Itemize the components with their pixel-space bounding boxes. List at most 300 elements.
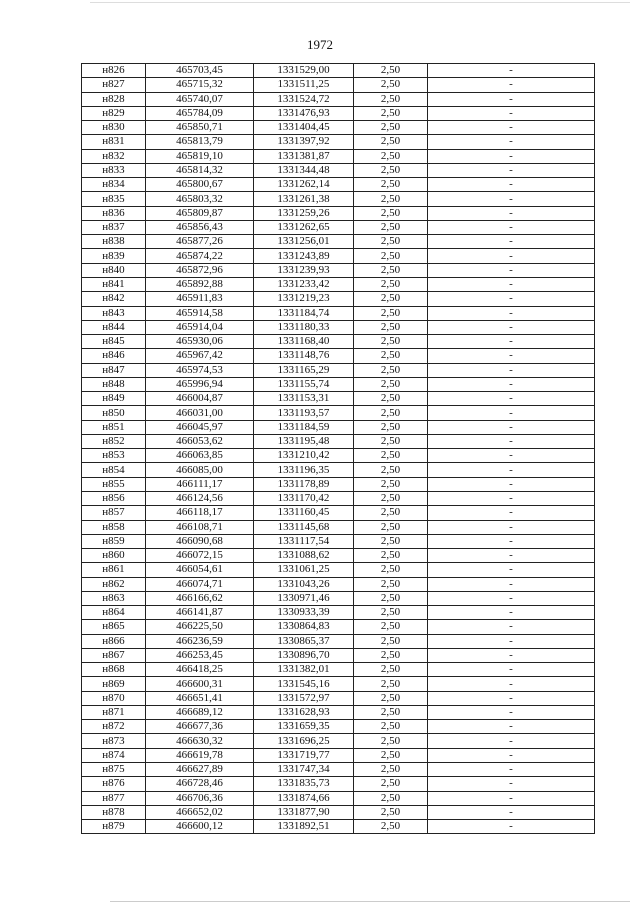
x-coordinate-cell: 466090,68 bbox=[146, 534, 254, 548]
note-cell: - bbox=[428, 677, 595, 691]
table-row bbox=[82, 663, 595, 677]
y-coordinate-cell: 1331659,35 bbox=[254, 720, 354, 734]
x-coordinate-cell: 466063,85 bbox=[146, 449, 254, 463]
y-coordinate-cell: 1331148,76 bbox=[254, 349, 354, 363]
x-coordinate-cell: 465996,94 bbox=[146, 377, 254, 391]
table-row bbox=[82, 149, 595, 163]
point-id-cell: н875 bbox=[82, 763, 146, 777]
coordinates-table bbox=[81, 63, 595, 834]
point-id-cell: н879 bbox=[82, 820, 146, 834]
table-row bbox=[82, 206, 595, 220]
note-cell: - bbox=[428, 106, 595, 120]
note-cell: - bbox=[428, 477, 595, 491]
accuracy-cell: 2,50 bbox=[354, 163, 428, 177]
point-id-cell: н826 bbox=[82, 64, 146, 78]
table-row bbox=[82, 306, 595, 320]
accuracy-cell: 2,50 bbox=[354, 206, 428, 220]
table-row bbox=[82, 335, 595, 349]
accuracy-cell: 2,50 bbox=[354, 734, 428, 748]
y-coordinate-cell: 1331117,54 bbox=[254, 534, 354, 548]
note-cell: - bbox=[428, 320, 595, 334]
accuracy-cell: 2,50 bbox=[354, 263, 428, 277]
note-cell: - bbox=[428, 135, 595, 149]
table-row bbox=[82, 449, 595, 463]
note-cell: - bbox=[428, 78, 595, 92]
y-coordinate-cell: 1331196,35 bbox=[254, 463, 354, 477]
y-coordinate-cell: 1331168,40 bbox=[254, 335, 354, 349]
table-row bbox=[82, 748, 595, 762]
point-id-cell: н854 bbox=[82, 463, 146, 477]
accuracy-cell: 2,50 bbox=[354, 463, 428, 477]
note-cell: - bbox=[428, 235, 595, 249]
table-row bbox=[82, 791, 595, 805]
table-row bbox=[82, 420, 595, 434]
y-coordinate-cell: 1331153,31 bbox=[254, 392, 354, 406]
x-coordinate-cell: 466652,02 bbox=[146, 805, 254, 819]
x-coordinate-cell: 465703,45 bbox=[146, 64, 254, 78]
point-id-cell: н849 bbox=[82, 392, 146, 406]
note-cell: - bbox=[428, 463, 595, 477]
x-coordinate-cell: 465872,96 bbox=[146, 263, 254, 277]
y-coordinate-cell: 1331892,51 bbox=[254, 820, 354, 834]
point-id-cell: н827 bbox=[82, 78, 146, 92]
note-cell: - bbox=[428, 392, 595, 406]
point-id-cell: н858 bbox=[82, 520, 146, 534]
y-coordinate-cell: 1331404,45 bbox=[254, 121, 354, 135]
accuracy-cell: 2,50 bbox=[354, 434, 428, 448]
note-cell: - bbox=[428, 377, 595, 391]
accuracy-cell: 2,50 bbox=[354, 306, 428, 320]
table-row bbox=[82, 292, 595, 306]
x-coordinate-cell: 466004,87 bbox=[146, 392, 254, 406]
table-row bbox=[82, 691, 595, 705]
x-coordinate-cell: 466728,46 bbox=[146, 777, 254, 791]
y-coordinate-cell: 1331545,16 bbox=[254, 677, 354, 691]
x-coordinate-cell: 465877,26 bbox=[146, 235, 254, 249]
y-coordinate-cell: 1331877,90 bbox=[254, 805, 354, 819]
scan-edge-top bbox=[90, 2, 630, 3]
point-id-cell: н873 bbox=[82, 734, 146, 748]
table-row bbox=[82, 249, 595, 263]
point-id-cell: н841 bbox=[82, 277, 146, 291]
note-cell: - bbox=[428, 178, 595, 192]
x-coordinate-cell: 466706,36 bbox=[146, 791, 254, 805]
point-id-cell: н844 bbox=[82, 320, 146, 334]
y-coordinate-cell: 1331178,89 bbox=[254, 477, 354, 491]
accuracy-cell: 2,50 bbox=[354, 78, 428, 92]
point-id-cell: н834 bbox=[82, 178, 146, 192]
y-coordinate-cell: 1331262,65 bbox=[254, 220, 354, 234]
table-row bbox=[82, 178, 595, 192]
x-coordinate-cell: 465740,07 bbox=[146, 92, 254, 106]
point-id-cell: н857 bbox=[82, 506, 146, 520]
x-coordinate-cell: 466651,41 bbox=[146, 691, 254, 705]
x-coordinate-cell: 466253,45 bbox=[146, 648, 254, 662]
note-cell: - bbox=[428, 121, 595, 135]
x-coordinate-cell: 466225,50 bbox=[146, 620, 254, 634]
x-coordinate-cell: 466627,89 bbox=[146, 763, 254, 777]
accuracy-cell: 2,50 bbox=[354, 520, 428, 534]
point-id-cell: н836 bbox=[82, 206, 146, 220]
note-cell: - bbox=[428, 734, 595, 748]
point-id-cell: н863 bbox=[82, 591, 146, 605]
x-coordinate-cell: 466118,17 bbox=[146, 506, 254, 520]
y-coordinate-cell: 1331381,87 bbox=[254, 149, 354, 163]
point-id-cell: н874 bbox=[82, 748, 146, 762]
y-coordinate-cell: 1331193,57 bbox=[254, 406, 354, 420]
table-row bbox=[82, 634, 595, 648]
accuracy-cell: 2,50 bbox=[354, 420, 428, 434]
point-id-cell: н855 bbox=[82, 477, 146, 491]
table-row bbox=[82, 763, 595, 777]
point-id-cell: н828 bbox=[82, 92, 146, 106]
point-id-cell: н830 bbox=[82, 121, 146, 135]
accuracy-cell: 2,50 bbox=[354, 477, 428, 491]
accuracy-cell: 2,50 bbox=[354, 748, 428, 762]
x-coordinate-cell: 465856,43 bbox=[146, 220, 254, 234]
accuracy-cell: 2,50 bbox=[354, 192, 428, 206]
table-row bbox=[82, 106, 595, 120]
point-id-cell: н843 bbox=[82, 306, 146, 320]
table-row bbox=[82, 377, 595, 391]
x-coordinate-cell: 465874,22 bbox=[146, 249, 254, 263]
accuracy-cell: 2,50 bbox=[354, 620, 428, 634]
point-id-cell: н851 bbox=[82, 420, 146, 434]
accuracy-cell: 2,50 bbox=[354, 648, 428, 662]
y-coordinate-cell: 1331155,74 bbox=[254, 377, 354, 391]
y-coordinate-cell: 1331233,42 bbox=[254, 277, 354, 291]
accuracy-cell: 2,50 bbox=[354, 292, 428, 306]
accuracy-cell: 2,50 bbox=[354, 506, 428, 520]
table-row bbox=[82, 406, 595, 420]
note-cell: - bbox=[428, 163, 595, 177]
x-coordinate-cell: 465930,06 bbox=[146, 335, 254, 349]
point-id-cell: н856 bbox=[82, 491, 146, 505]
point-id-cell: н839 bbox=[82, 249, 146, 263]
x-coordinate-cell: 465814,32 bbox=[146, 163, 254, 177]
accuracy-cell: 2,50 bbox=[354, 805, 428, 819]
accuracy-cell: 2,50 bbox=[354, 634, 428, 648]
note-cell: - bbox=[428, 534, 595, 548]
point-id-cell: н860 bbox=[82, 549, 146, 563]
table-row bbox=[82, 434, 595, 448]
point-id-cell: н848 bbox=[82, 377, 146, 391]
accuracy-cell: 2,50 bbox=[354, 121, 428, 135]
note-cell: - bbox=[428, 349, 595, 363]
accuracy-cell: 2,50 bbox=[354, 491, 428, 505]
table-row bbox=[82, 563, 595, 577]
note-cell: - bbox=[428, 663, 595, 677]
y-coordinate-cell: 1331476,93 bbox=[254, 106, 354, 120]
note-cell: - bbox=[428, 549, 595, 563]
note-cell: - bbox=[428, 406, 595, 420]
accuracy-cell: 2,50 bbox=[354, 820, 428, 834]
accuracy-cell: 2,50 bbox=[354, 106, 428, 120]
x-coordinate-cell: 466054,61 bbox=[146, 563, 254, 577]
point-id-cell: н877 bbox=[82, 791, 146, 805]
note-cell: - bbox=[428, 763, 595, 777]
note-cell: - bbox=[428, 620, 595, 634]
accuracy-cell: 2,50 bbox=[354, 64, 428, 78]
table-row bbox=[82, 705, 595, 719]
x-coordinate-cell: 466053,62 bbox=[146, 434, 254, 448]
accuracy-cell: 2,50 bbox=[354, 235, 428, 249]
point-id-cell: н861 bbox=[82, 563, 146, 577]
y-coordinate-cell: 1331195,48 bbox=[254, 434, 354, 448]
note-cell: - bbox=[428, 748, 595, 762]
point-id-cell: н835 bbox=[82, 192, 146, 206]
y-coordinate-cell: 1331696,25 bbox=[254, 734, 354, 748]
accuracy-cell: 2,50 bbox=[354, 377, 428, 391]
accuracy-cell: 2,50 bbox=[354, 763, 428, 777]
note-cell: - bbox=[428, 363, 595, 377]
x-coordinate-cell: 466600,31 bbox=[146, 677, 254, 691]
x-coordinate-cell: 465800,67 bbox=[146, 178, 254, 192]
x-coordinate-cell: 466677,36 bbox=[146, 720, 254, 734]
table-row bbox=[82, 591, 595, 605]
table-row bbox=[82, 648, 595, 662]
y-coordinate-cell: 1331219,23 bbox=[254, 292, 354, 306]
x-coordinate-cell: 466630,32 bbox=[146, 734, 254, 748]
y-coordinate-cell: 1331061,25 bbox=[254, 563, 354, 577]
y-coordinate-cell: 1331572,97 bbox=[254, 691, 354, 705]
page-number: 1972 bbox=[307, 37, 333, 52]
accuracy-cell: 2,50 bbox=[354, 392, 428, 406]
point-id-cell: н869 bbox=[82, 677, 146, 691]
x-coordinate-cell: 465715,32 bbox=[146, 78, 254, 92]
table-row bbox=[82, 277, 595, 291]
coordinates-table-body bbox=[82, 64, 595, 834]
y-coordinate-cell: 1331184,74 bbox=[254, 306, 354, 320]
accuracy-cell: 2,50 bbox=[354, 534, 428, 548]
note-cell: - bbox=[428, 420, 595, 434]
note-cell: - bbox=[428, 192, 595, 206]
accuracy-cell: 2,50 bbox=[354, 720, 428, 734]
y-coordinate-cell: 1331261,38 bbox=[254, 192, 354, 206]
note-cell: - bbox=[428, 520, 595, 534]
accuracy-cell: 2,50 bbox=[354, 591, 428, 605]
point-id-cell: н833 bbox=[82, 163, 146, 177]
note-cell: - bbox=[428, 777, 595, 791]
point-id-cell: н878 bbox=[82, 805, 146, 819]
x-coordinate-cell: 466600,12 bbox=[146, 820, 254, 834]
table-row bbox=[82, 192, 595, 206]
accuracy-cell: 2,50 bbox=[354, 777, 428, 791]
point-id-cell: н866 bbox=[82, 634, 146, 648]
y-coordinate-cell: 1331382,01 bbox=[254, 663, 354, 677]
y-coordinate-cell: 1331239,93 bbox=[254, 263, 354, 277]
note-cell: - bbox=[428, 92, 595, 106]
table-row bbox=[82, 777, 595, 791]
table-row bbox=[82, 121, 595, 135]
x-coordinate-cell: 465914,04 bbox=[146, 320, 254, 334]
note-cell: - bbox=[428, 277, 595, 291]
point-id-cell: н864 bbox=[82, 606, 146, 620]
x-coordinate-cell: 466031,00 bbox=[146, 406, 254, 420]
accuracy-cell: 2,50 bbox=[354, 320, 428, 334]
accuracy-cell: 2,50 bbox=[354, 549, 428, 563]
note-cell: - bbox=[428, 720, 595, 734]
x-coordinate-cell: 466074,71 bbox=[146, 577, 254, 591]
note-cell: - bbox=[428, 791, 595, 805]
point-id-cell: н846 bbox=[82, 349, 146, 363]
note-cell: - bbox=[428, 606, 595, 620]
point-id-cell: н862 bbox=[82, 577, 146, 591]
note-cell: - bbox=[428, 292, 595, 306]
x-coordinate-cell: 466108,71 bbox=[146, 520, 254, 534]
y-coordinate-cell: 1331524,72 bbox=[254, 92, 354, 106]
table-row bbox=[82, 78, 595, 92]
table-row bbox=[82, 363, 595, 377]
point-id-cell: н845 bbox=[82, 335, 146, 349]
y-coordinate-cell: 1331184,59 bbox=[254, 420, 354, 434]
point-id-cell: н853 bbox=[82, 449, 146, 463]
table-row bbox=[82, 520, 595, 534]
table-row bbox=[82, 92, 595, 106]
accuracy-cell: 2,50 bbox=[354, 791, 428, 805]
y-coordinate-cell: 1331165,29 bbox=[254, 363, 354, 377]
table-row bbox=[82, 606, 595, 620]
note-cell: - bbox=[428, 506, 595, 520]
note-cell: - bbox=[428, 306, 595, 320]
accuracy-cell: 2,50 bbox=[354, 406, 428, 420]
note-cell: - bbox=[428, 434, 595, 448]
note-cell: - bbox=[428, 705, 595, 719]
table-row bbox=[82, 463, 595, 477]
accuracy-cell: 2,50 bbox=[354, 363, 428, 377]
y-coordinate-cell: 1331259,26 bbox=[254, 206, 354, 220]
table-row bbox=[82, 263, 595, 277]
y-coordinate-cell: 1330971,46 bbox=[254, 591, 354, 605]
point-id-cell: н831 bbox=[82, 135, 146, 149]
point-id-cell: н847 bbox=[82, 363, 146, 377]
note-cell: - bbox=[428, 335, 595, 349]
x-coordinate-cell: 466045,97 bbox=[146, 420, 254, 434]
point-id-cell: н859 bbox=[82, 534, 146, 548]
table-row bbox=[82, 534, 595, 548]
table-row bbox=[82, 677, 595, 691]
accuracy-cell: 2,50 bbox=[354, 606, 428, 620]
y-coordinate-cell: 1331719,77 bbox=[254, 748, 354, 762]
accuracy-cell: 2,50 bbox=[354, 663, 428, 677]
accuracy-cell: 2,50 bbox=[354, 149, 428, 163]
x-coordinate-cell: 465809,87 bbox=[146, 206, 254, 220]
table-row bbox=[82, 163, 595, 177]
x-coordinate-cell: 466124,56 bbox=[146, 491, 254, 505]
note-cell: - bbox=[428, 220, 595, 234]
note-cell: - bbox=[428, 648, 595, 662]
x-coordinate-cell: 465974,53 bbox=[146, 363, 254, 377]
accuracy-cell: 2,50 bbox=[354, 677, 428, 691]
table-row bbox=[82, 349, 595, 363]
y-coordinate-cell: 1331262,14 bbox=[254, 178, 354, 192]
x-coordinate-cell: 465819,10 bbox=[146, 149, 254, 163]
table-row bbox=[82, 320, 595, 334]
note-cell: - bbox=[428, 634, 595, 648]
y-coordinate-cell: 1331344,48 bbox=[254, 163, 354, 177]
point-id-cell: н865 bbox=[82, 620, 146, 634]
table-row bbox=[82, 620, 595, 634]
y-coordinate-cell: 1331088,62 bbox=[254, 549, 354, 563]
y-coordinate-cell: 1331210,42 bbox=[254, 449, 354, 463]
note-cell: - bbox=[428, 449, 595, 463]
table-row bbox=[82, 820, 595, 834]
note-cell: - bbox=[428, 206, 595, 220]
accuracy-cell: 2,50 bbox=[354, 705, 428, 719]
table-row bbox=[82, 805, 595, 819]
note-cell: - bbox=[428, 577, 595, 591]
y-coordinate-cell: 1331256,01 bbox=[254, 235, 354, 249]
y-coordinate-cell: 1331529,00 bbox=[254, 64, 354, 78]
y-coordinate-cell: 1331170,42 bbox=[254, 491, 354, 505]
y-coordinate-cell: 1330896,70 bbox=[254, 648, 354, 662]
y-coordinate-cell: 1331160,45 bbox=[254, 506, 354, 520]
accuracy-cell: 2,50 bbox=[354, 349, 428, 363]
x-coordinate-cell: 466689,12 bbox=[146, 705, 254, 719]
accuracy-cell: 2,50 bbox=[354, 335, 428, 349]
y-coordinate-cell: 1331874,66 bbox=[254, 791, 354, 805]
accuracy-cell: 2,50 bbox=[354, 178, 428, 192]
table-row bbox=[82, 491, 595, 505]
point-id-cell: н876 bbox=[82, 777, 146, 791]
y-coordinate-cell: 1330865,37 bbox=[254, 634, 354, 648]
table-row bbox=[82, 235, 595, 249]
note-cell: - bbox=[428, 64, 595, 78]
y-coordinate-cell: 1331043,26 bbox=[254, 577, 354, 591]
note-cell: - bbox=[428, 263, 595, 277]
table-row bbox=[82, 220, 595, 234]
x-coordinate-cell: 466111,17 bbox=[146, 477, 254, 491]
x-coordinate-cell: 466236,59 bbox=[146, 634, 254, 648]
x-coordinate-cell: 466166,62 bbox=[146, 591, 254, 605]
x-coordinate-cell: 466141,87 bbox=[146, 606, 254, 620]
point-id-cell: н868 bbox=[82, 663, 146, 677]
table-row bbox=[82, 135, 595, 149]
note-cell: - bbox=[428, 691, 595, 705]
note-cell: - bbox=[428, 149, 595, 163]
y-coordinate-cell: 1331243,89 bbox=[254, 249, 354, 263]
note-cell: - bbox=[428, 820, 595, 834]
accuracy-cell: 2,50 bbox=[354, 449, 428, 463]
y-coordinate-cell: 1331397,92 bbox=[254, 135, 354, 149]
y-coordinate-cell: 1331747,34 bbox=[254, 763, 354, 777]
point-id-cell: н832 bbox=[82, 149, 146, 163]
point-id-cell: н829 bbox=[82, 106, 146, 120]
point-id-cell: н840 bbox=[82, 263, 146, 277]
accuracy-cell: 2,50 bbox=[354, 563, 428, 577]
table-row bbox=[82, 477, 595, 491]
accuracy-cell: 2,50 bbox=[354, 220, 428, 234]
note-cell: - bbox=[428, 591, 595, 605]
table-row bbox=[82, 506, 595, 520]
note-cell: - bbox=[428, 491, 595, 505]
accuracy-cell: 2,50 bbox=[354, 92, 428, 106]
point-id-cell: н850 bbox=[82, 406, 146, 420]
y-coordinate-cell: 1331145,68 bbox=[254, 520, 354, 534]
table-row bbox=[82, 577, 595, 591]
note-cell: - bbox=[428, 805, 595, 819]
x-coordinate-cell: 465803,32 bbox=[146, 192, 254, 206]
table-row bbox=[82, 392, 595, 406]
x-coordinate-cell: 466418,25 bbox=[146, 663, 254, 677]
note-cell: - bbox=[428, 563, 595, 577]
y-coordinate-cell: 1330864,83 bbox=[254, 620, 354, 634]
x-coordinate-cell: 465892,88 bbox=[146, 277, 254, 291]
scan-edge-bottom bbox=[110, 901, 630, 902]
y-coordinate-cell: 1331628,93 bbox=[254, 705, 354, 719]
point-id-cell: н838 bbox=[82, 235, 146, 249]
point-id-cell: н837 bbox=[82, 220, 146, 234]
